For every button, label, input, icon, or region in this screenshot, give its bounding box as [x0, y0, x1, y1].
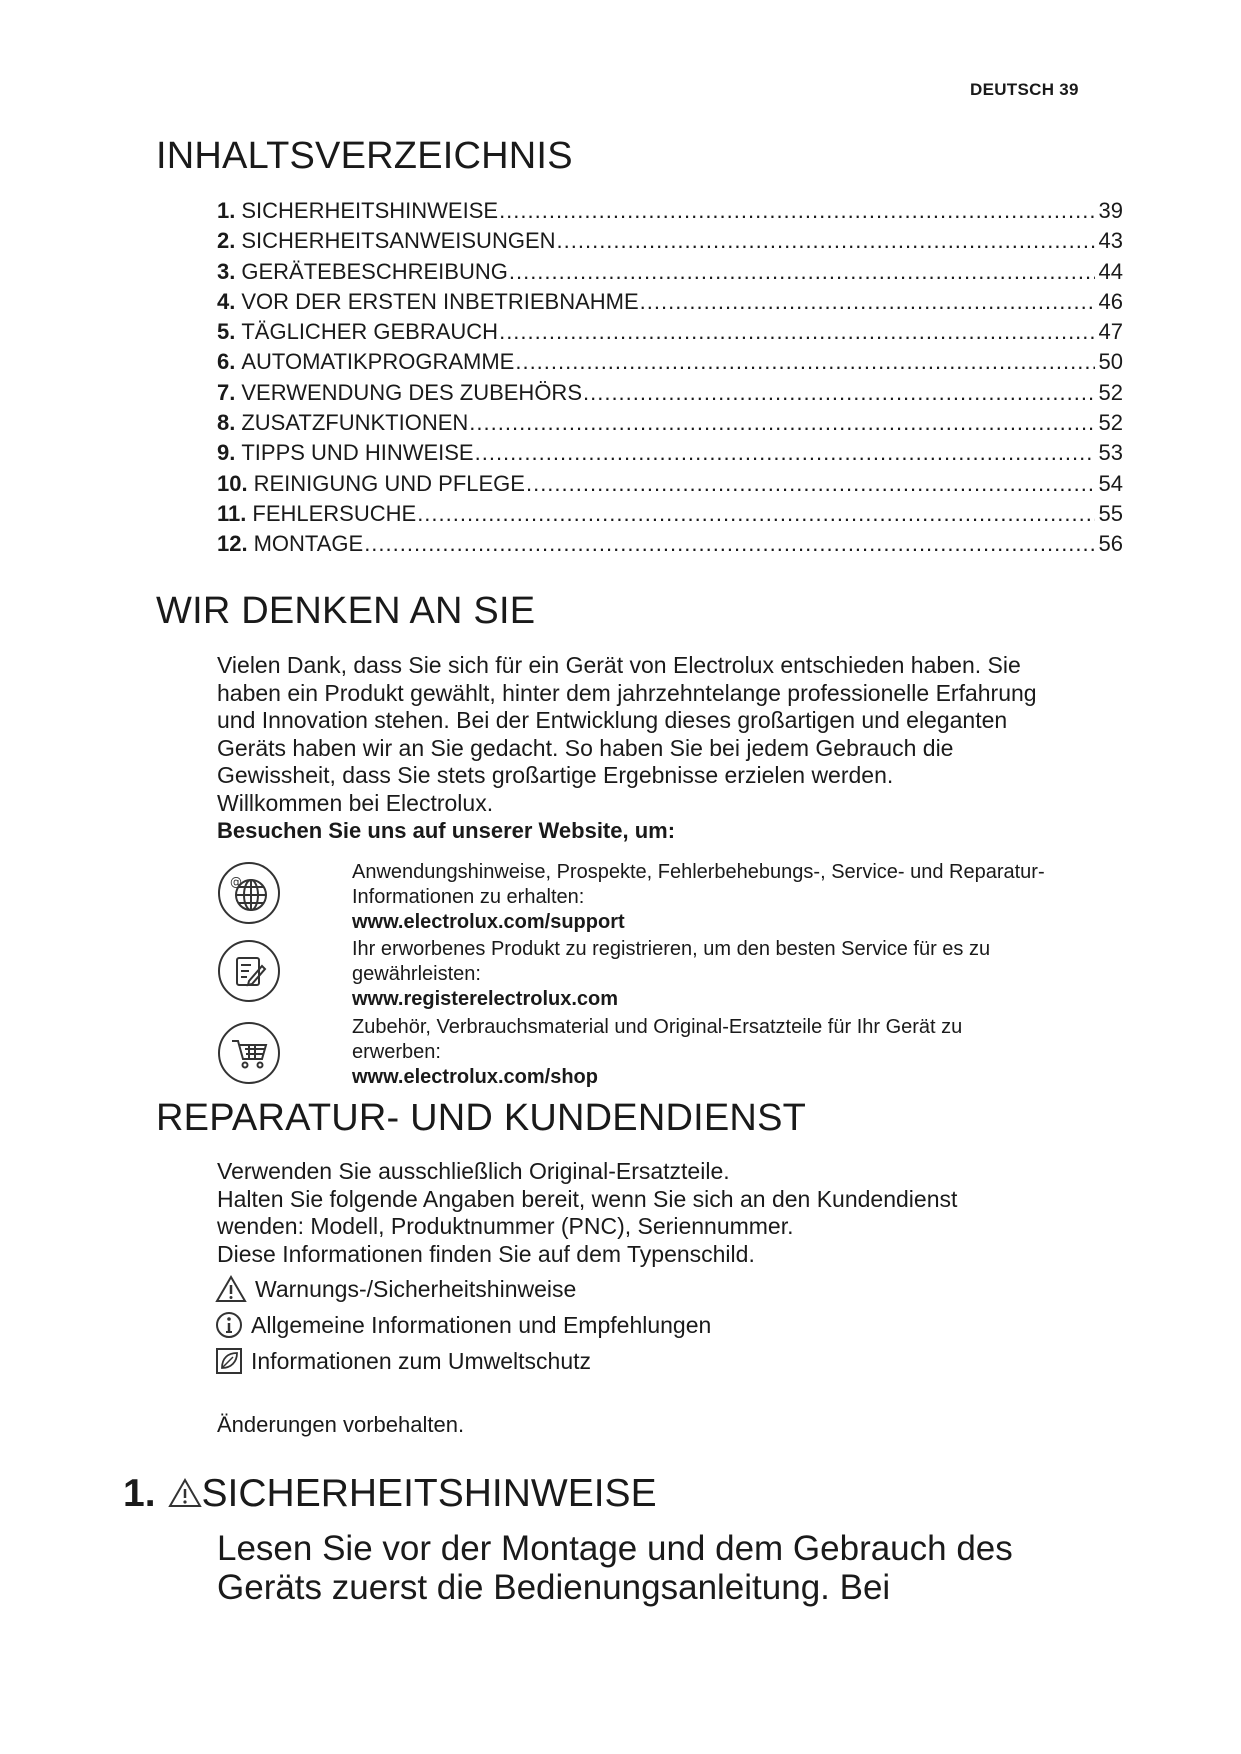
- section1-number: 1.: [123, 1472, 156, 1515]
- shop-url-link[interactable]: www.electrolux.com/shop: [352, 1066, 598, 1088]
- toc-entry[interactable]: [217, 531, 1123, 561]
- toc-entry-number: 1.: [217, 198, 236, 223]
- toc-leader-dots: [417, 501, 1095, 527]
- link-description: Anwendungshinweise, Prospekte, Fehlerbehebungs-, Service- und Reparatur-: [352, 861, 1045, 883]
- shop-link-block: [352, 1015, 1132, 1090]
- toc-entry-page: 54: [1098, 470, 1123, 496]
- toc-entry[interactable]: [217, 410, 1123, 440]
- intro-line: Gewissheit, dass Sie stets großartige Ergebnisse erzielen werden.: [217, 762, 894, 788]
- toc-entry-number: 2.: [217, 228, 236, 254]
- register-link-block: [352, 937, 1132, 1012]
- intro-title: WIR DENKEN AN SIE: [156, 590, 536, 632]
- toc-entry-number: 12.: [217, 531, 248, 557]
- toc-entry-number: 4.: [217, 288, 236, 314]
- link-description: Informationen zu erhalten:: [352, 886, 585, 908]
- legend-item-warning: [215, 1271, 1115, 1307]
- toc-entry-label: VOR DER ERSTEN INBETRIEBNAHME: [241, 288, 639, 314]
- service-title: REPARATUR- UND KUNDENDIENST: [156, 1097, 807, 1139]
- toc-entry[interactable]: [217, 471, 1123, 501]
- toc-entry-page: 46: [1098, 288, 1123, 314]
- toc-leader-dots: [469, 410, 1095, 436]
- service-line: Verwenden Sie ausschließlich Original-Ersatzteile.: [217, 1158, 730, 1184]
- shopping-cart-icon: [218, 1022, 280, 1084]
- intro-line: und Innovation stehen. Bei der Entwicklung dieses großartigen und eleganten: [217, 707, 1008, 733]
- legend-label: Warnungs-/Sicherheitshinweise: [255, 1275, 577, 1302]
- service-line: Diese Informationen finden Sie auf dem Typenschild.: [217, 1240, 755, 1267]
- table-of-contents: [217, 198, 1123, 562]
- toc-entry[interactable]: [217, 259, 1123, 289]
- toc-entry-label: SICHERHEITSHINWEISE: [241, 198, 499, 223]
- visit-heading: Besuchen Sie uns auf unserer Website, um:: [217, 818, 676, 843]
- toc-entry-page: 52: [1098, 379, 1123, 405]
- toc-entry-page: 44: [1098, 258, 1123, 284]
- register-url-link[interactable]: www.registerelectrolux.com: [352, 988, 619, 1010]
- service-line: Halten Sie folgende Angaben bereit, wenn Sie sich an den Kundendienst: [217, 1185, 958, 1212]
- toc-entry-label: VERWENDUNG DES ZUBEHÖRS: [241, 379, 582, 405]
- svg-text:@: @: [230, 875, 242, 889]
- section1-line: Geräts zuerst die Bedienungsanleitung. Bei: [217, 1568, 891, 1607]
- toc-leader-dots: [509, 259, 1095, 285]
- toc-entry[interactable]: [217, 380, 1123, 410]
- toc-entry-label: GERÄTEBESCHREIBUNG: [241, 258, 508, 284]
- section1-paragraph: [217, 1529, 1137, 1607]
- toc-leader-dots: [557, 228, 1095, 254]
- toc-leader-dots: [499, 319, 1095, 345]
- toc-entry-label: REINIGUNG UND PFLEGE: [253, 470, 525, 496]
- toc-entry[interactable]: [217, 319, 1123, 349]
- toc-entry-label: FEHLERSUCHE: [252, 500, 417, 526]
- toc-leader-dots: [640, 289, 1095, 315]
- toc-leader-dots: [583, 380, 1095, 406]
- toc-entry-page: 43: [1098, 228, 1123, 254]
- toc-entry-label: TIPPS UND HINWEISE: [241, 440, 474, 466]
- toc-entry[interactable]: [217, 440, 1123, 470]
- toc-entry-label: TÄGLICHER GEBRAUCH: [241, 319, 499, 345]
- toc-entry-page: 50: [1098, 349, 1123, 375]
- toc-entry-number: 3.: [217, 258, 236, 284]
- service-paragraph: [217, 1158, 1137, 1268]
- section1-heading: [123, 1472, 657, 1516]
- toc-entry-page: 47: [1098, 319, 1123, 345]
- toc-entry-page: 56: [1098, 531, 1123, 557]
- support-link-block: [352, 860, 1132, 935]
- toc-entry[interactable]: [217, 349, 1123, 379]
- toc-entry-label: MONTAGE: [253, 531, 364, 557]
- toc-entry-number: 8.: [217, 410, 236, 436]
- toc-entry-number: 9.: [217, 440, 236, 466]
- environment-icon: [215, 1347, 243, 1375]
- service-line: wenden: Modell, Produktnummer (PNC), Seriennummer.: [217, 1213, 794, 1239]
- legend-item-info: [215, 1307, 1115, 1343]
- change-notice: Änderungen vorbehalten.: [217, 1412, 465, 1437]
- toc-entry-number: 11.: [217, 500, 247, 526]
- toc-leader-dots: [364, 531, 1095, 557]
- toc-leader-dots: [515, 349, 1095, 375]
- toc-entry[interactable]: [217, 228, 1123, 258]
- link-description: erwerben:: [352, 1041, 441, 1063]
- symbol-legend: [215, 1271, 1115, 1379]
- legend-label: Informationen zum Umweltschutz: [251, 1347, 592, 1374]
- globe-icon: [218, 862, 280, 924]
- toc-entry-page: 55: [1098, 500, 1123, 526]
- legend-item-environment: [215, 1343, 1115, 1379]
- info-icon: [215, 1311, 243, 1339]
- toc-entry-number: 6.: [217, 349, 236, 375]
- toc-entry-label: SICHERHEITSANWEISUNGEN: [241, 228, 556, 254]
- toc-entry[interactable]: [217, 289, 1123, 319]
- toc-entry-label: AUTOMATIKPROGRAMME: [241, 349, 515, 375]
- toc-entry-number: 7.: [217, 379, 236, 405]
- toc-leader-dots: [475, 440, 1095, 466]
- toc-leader-dots: [499, 198, 1095, 224]
- register-icon: [218, 940, 280, 1002]
- support-url-link[interactable]: www.electrolux.com/support: [352, 911, 625, 933]
- toc-entry-page: 39: [1098, 198, 1123, 223]
- legend-label: Allgemeine Informationen und Empfehlungen: [251, 1311, 712, 1338]
- link-description: gewährleisten:: [352, 963, 481, 985]
- intro-line: Willkommen bei Electrolux.: [217, 789, 494, 816]
- toc-entry[interactable]: [217, 198, 1123, 228]
- toc-entry-page: 52: [1098, 410, 1123, 436]
- intro-line: Geräts haben wir an Sie gedacht. So haben Sie bei jedem Gebrauch die: [217, 734, 954, 761]
- link-description: Zubehör, Verbrauchsmaterial und Original-Ersatzteile für Ihr Gerät zu: [352, 1016, 963, 1038]
- toc-entry-number: 10.: [217, 470, 248, 496]
- toc-entry-page: 53: [1098, 440, 1123, 466]
- intro-line: haben ein Produkt gewählt, hinter dem jahrzehntelange professionelle Erfahrung: [217, 679, 1037, 706]
- section1-line: Lesen Sie vor der Montage und dem Gebrauch des: [217, 1529, 1013, 1568]
- intro-line: Vielen Dank, dass Sie sich für ein Gerät von Electrolux entschieden haben. Sie: [217, 652, 1021, 678]
- page-header-label: DEUTSCH 39: [970, 80, 1079, 99]
- intro-paragraph: [217, 652, 1137, 845]
- toc-entry-label: ZUSATZFUNKTIONEN: [241, 410, 469, 436]
- toc-entry[interactable]: [217, 501, 1123, 531]
- warning-icon: [168, 1478, 202, 1508]
- toc-leader-dots: [526, 471, 1095, 497]
- link-description: Ihr erworbenes Produkt zu registrieren, um den besten Service für es zu: [352, 938, 991, 960]
- toc-entry-number: 5.: [217, 319, 236, 345]
- toc-title: INHALTSVERZEICHNIS: [156, 135, 573, 177]
- warning-icon: [215, 1275, 247, 1303]
- section1-title: SICHERHEITSHINWEISE: [201, 1472, 657, 1515]
